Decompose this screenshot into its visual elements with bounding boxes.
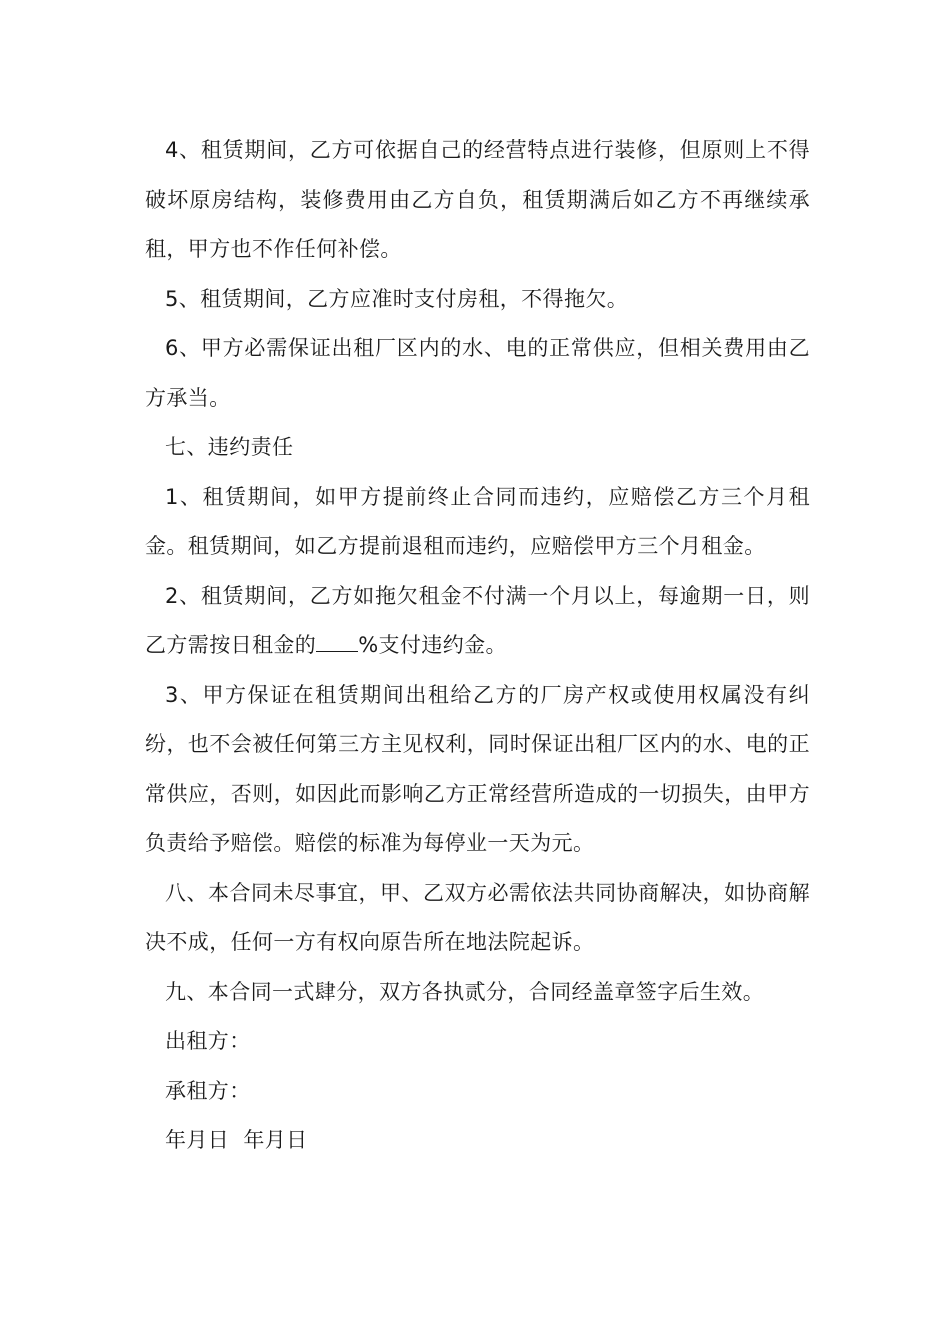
clause-late-penalty	[145, 572, 810, 671]
clause-property-guarantee: 3、甲方保证在租赁期间出租给乙方的厂房产权或使用权属没有纠纷，也不会被任何第三方主见权利，同时保证出租厂区内的水、电的正常供应，否则，如因此而影响乙方正常经营所造成的一切损失，由甲方负责给予赔偿。赔偿的标准为每停业一天为元。	[145, 682, 810, 855]
clause-early-termination: 1、租赁期间，如甲方提前终止合同而违约，应赔偿乙方三个月租金。租赁期间，如乙方提前退租而违约，应赔偿甲方三个月租金。	[145, 484, 810, 558]
lessor-signature-line: 出租方：	[165, 1029, 251, 1053]
penalty-text-before: 2、租赁期间，乙方如拖欠租金不付满一个月以上，每逾期一日，则乙方需按日租金的	[145, 583, 810, 657]
date-line: 年月日 年月日	[165, 1128, 308, 1152]
section-heading-liability: 七、违约责任	[165, 435, 294, 459]
lessee-signature-line: 承租方：	[165, 1078, 251, 1103]
clause-utilities: 6、甲方必需保证出租厂区内的水、电的正常供应，但相关费用由乙方承当。	[145, 336, 810, 410]
contract-text	[145, 126, 810, 1166]
clause-unresolved-matters: 八、本合同未尽事宜，甲、乙双方必需依法共同协商解决，如协商解决不成，任何一方有权向原告所在地法院起诉。	[145, 880, 810, 954]
penalty-percent-blank	[316, 631, 358, 652]
penalty-text-after: %支付违约金。	[358, 633, 507, 657]
clause-rent-payment: 5、租赁期间，乙方应准时支付房租，不得拖欠。	[165, 286, 629, 311]
clause-copies: 九、本合同一式肆分，双方各执贰分，合同经盖章签字后生效。	[165, 979, 765, 1004]
clause-renovation: 4、租赁期间，乙方可依据自己的经营特点进行装修，但原则上不得破坏原房结构，装修费用由乙方自负，租赁期满后如乙方不再继续承租，甲方也不作任何补偿。	[145, 138, 810, 261]
